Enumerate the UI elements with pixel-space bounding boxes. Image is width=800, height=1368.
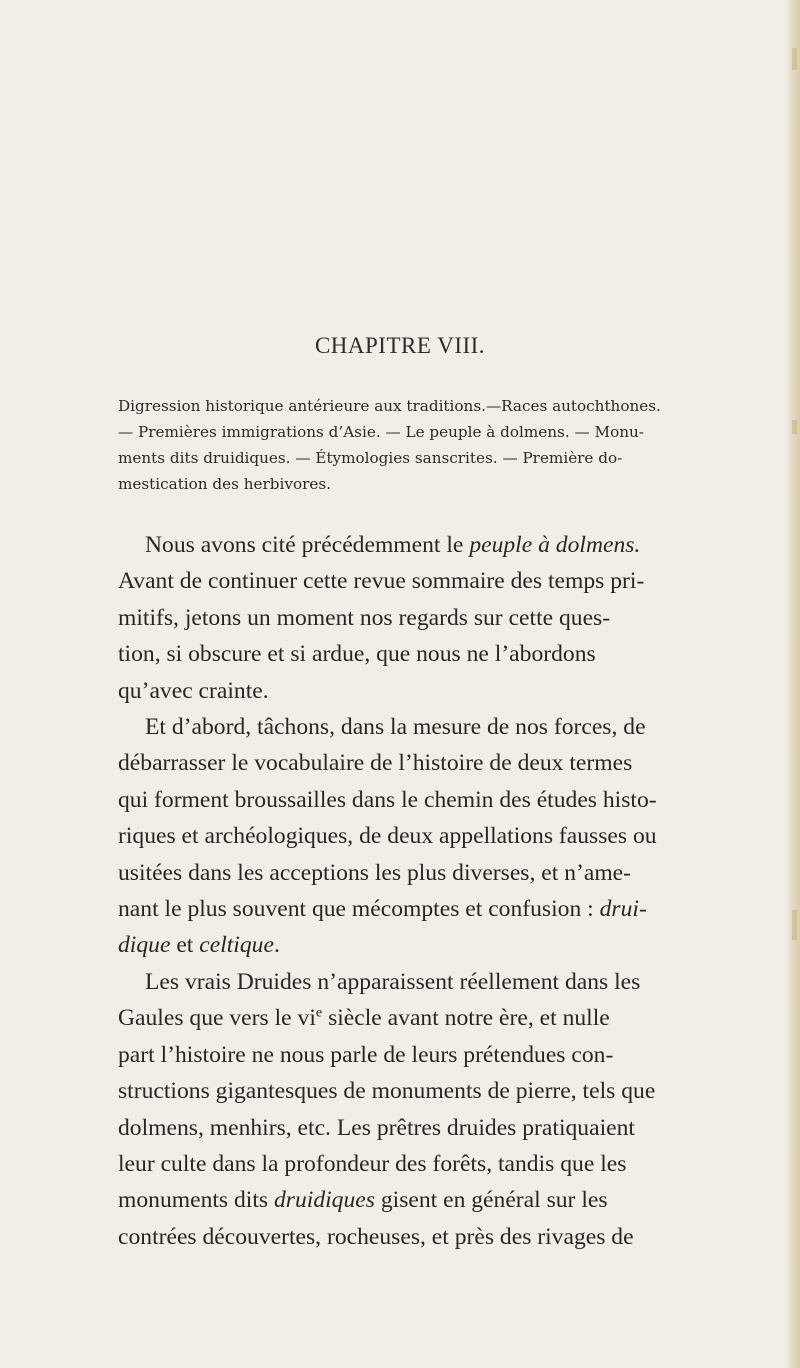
text-run: siècle avant notre ère, et nulle [322,1005,610,1032]
summary-line: mestication des herbivores. [118,475,331,493]
text-run: gisent en général sur les [374,1187,608,1214]
text-line: qu’avec crainte. [118,677,269,704]
text-run: et [170,932,200,959]
text-line: riques et archéologiques, de deux appellations fausses ou [118,823,657,850]
text-line: qui forment broussailles dans le chemin des études histo- [118,786,657,813]
text-run: Nous avons cité précédemment le [145,532,470,558]
text-run: Gaules que vers le [118,1005,298,1032]
italic-term: druidiques [274,1187,375,1214]
text-line: dolmens, menhirs, etc. Les prêtres druides pratiquaient [118,1114,635,1141]
text-line: contrées découvertes, rocheuses, et près des rivages de [118,1223,634,1250]
text-line: leur culte dans la profondeur des forêts, tandis que les [118,1150,627,1177]
text-line [118,527,798,563]
text-run: . [273,932,280,959]
text-run: nant le plus souvent que mécomptes et confusion : [118,896,600,923]
text-line: structions gigantesques de monuments de pierre, tels que [118,1078,656,1105]
roman-numeral: vi [297,1005,316,1032]
summary-line: Digression historique antérieure aux traditions.—Races autochthones. [118,397,661,415]
text-line: mitifs, jetons un moment nos regards sur cette ques- [118,604,611,631]
text-line [118,1000,798,1036]
text-line [118,891,798,927]
text-line: Et d’abord, tâchons, dans la mesure de nos forces, de [145,714,646,741]
italic-term: celtique [199,932,274,959]
text-line: part l’histoire ne nous parle de leurs prétendues con- [118,1041,614,1068]
text-line [118,927,798,963]
body-text [118,527,798,1255]
text-line: usitées dans les acceptions les plus diverses, et n’ame- [118,859,632,886]
chapter-title: CHAPITRE VIII. [314,333,486,358]
superscript: e [315,1004,323,1021]
italic-term: dique [118,932,171,959]
summary-line: ments dits druidiques. — Étymologies sanscrites. — Première do- [118,449,623,467]
text-line: Les vrais Druides n’apparaissent réellement dans les [145,968,641,995]
italic-term: drui- [599,896,647,923]
chapter-summary [118,393,798,497]
summary-line: — Premières immigrations d’Asie. — Le peuple à dolmens. — Monu- [118,423,644,441]
text-line: tion, si obscure et si ardue, que nous ne l’abordons [118,641,596,668]
text-line: débarrasser le vocabulaire de l’histoire de deux termes [118,750,633,777]
text-line [118,1182,798,1218]
text-line: Avant de continuer cette revue sommaire des temps pri- [118,568,645,595]
italic-term: peuple à dolmens. [469,532,641,558]
paper-stain [792,48,797,70]
text-run: monuments dits [118,1187,274,1214]
